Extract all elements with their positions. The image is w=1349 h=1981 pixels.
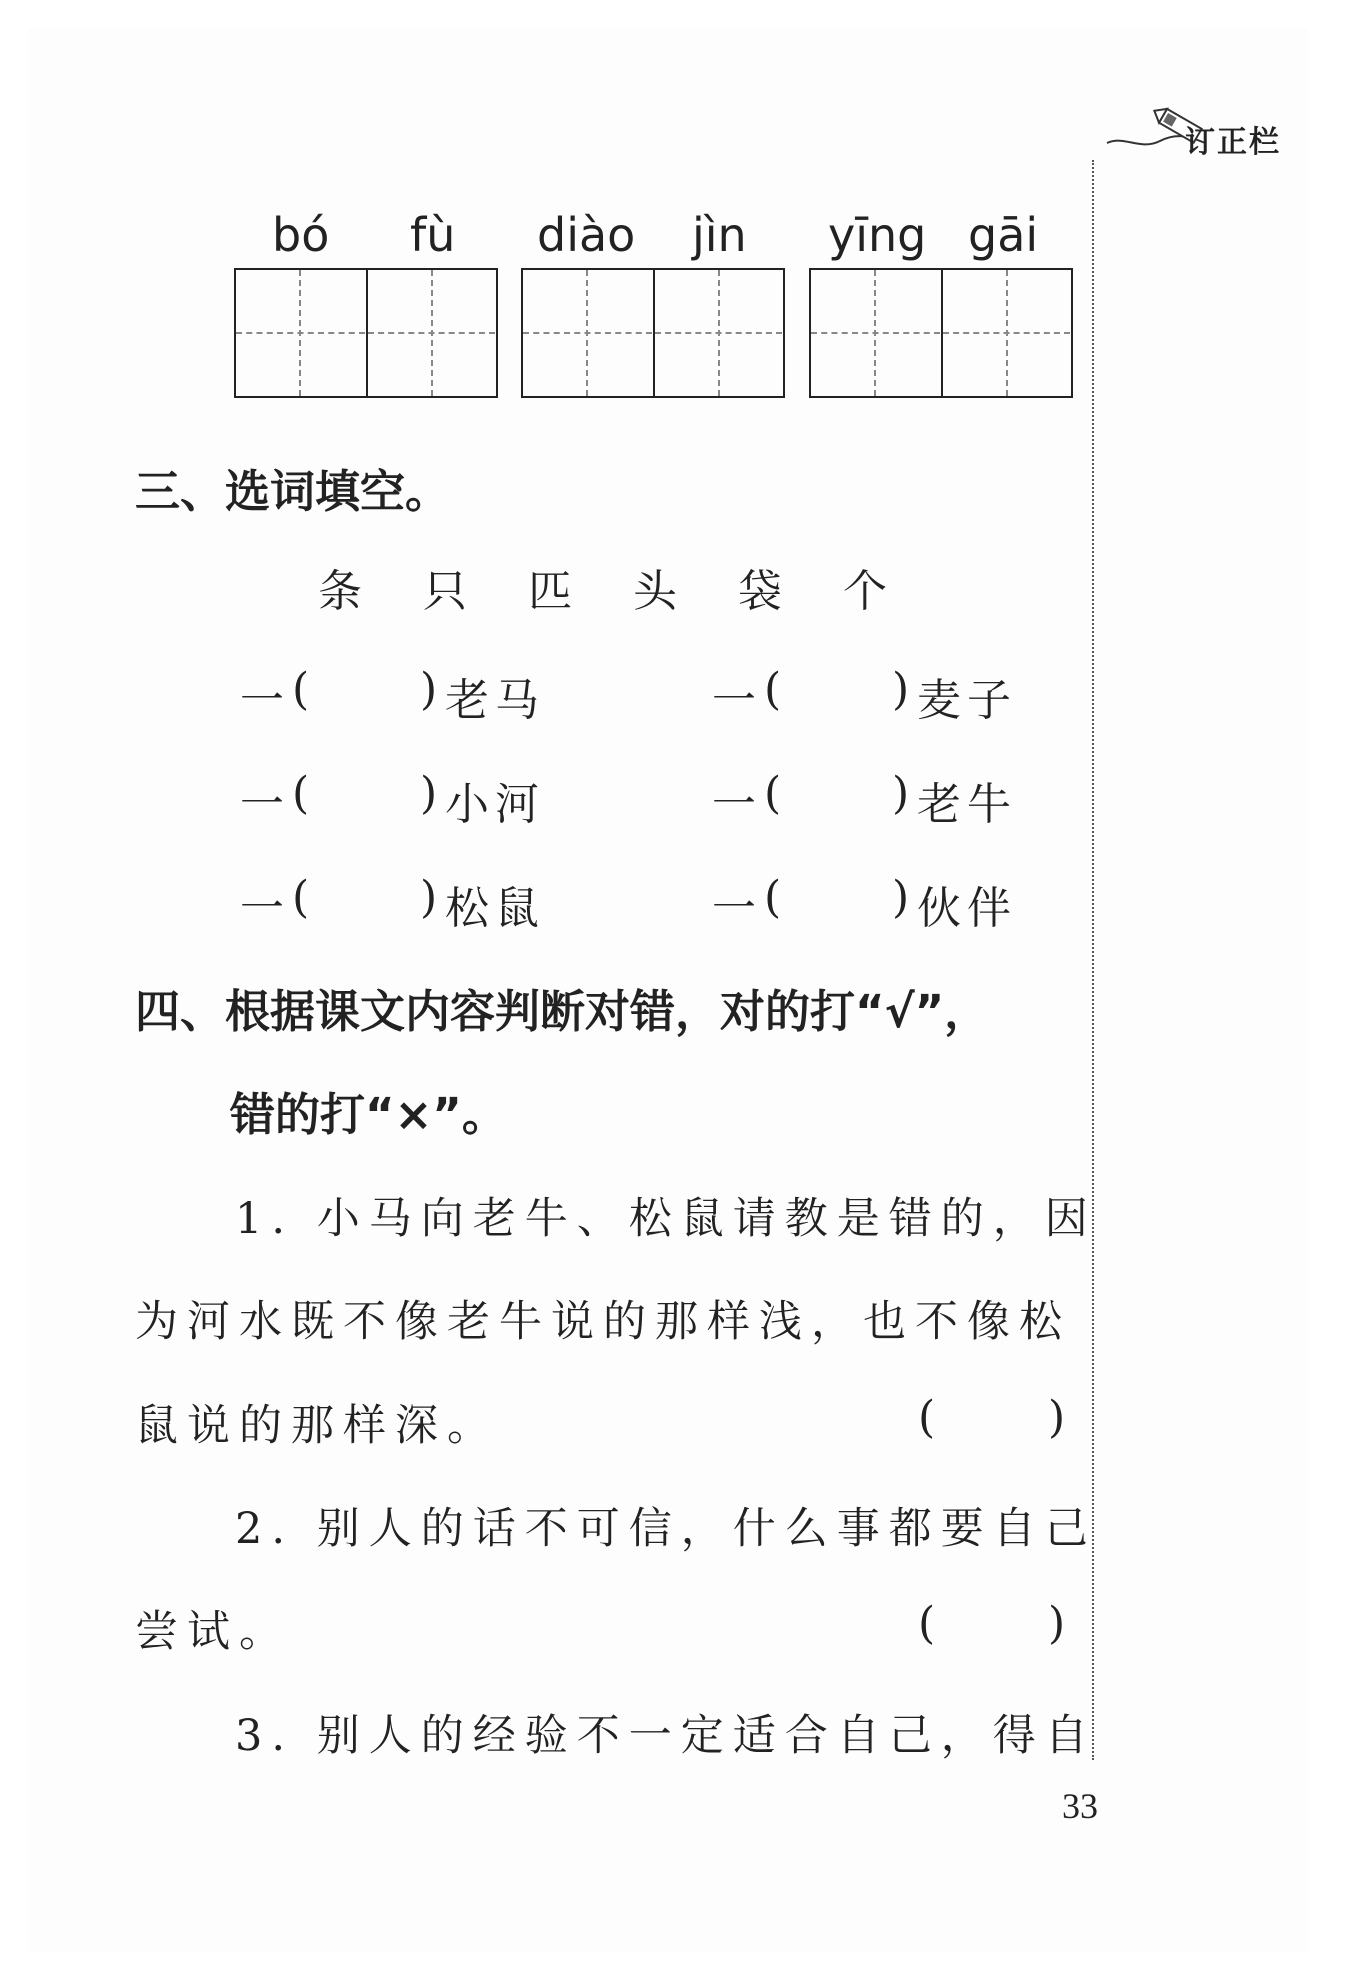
writing-grid[interactable] xyxy=(521,268,785,398)
statement-line: 1. 小马向老牛、松鼠请教是错的，因 xyxy=(235,1194,1097,1244)
writing-grid[interactable] xyxy=(809,268,1073,398)
pinyin-syllable: yīng xyxy=(828,208,927,262)
writing-grid[interactable] xyxy=(234,268,498,398)
section-4-title-cont: 错的打“×”。 xyxy=(230,1088,507,1141)
statement-line: 尝试。 xyxy=(135,1607,291,1657)
statement-line: 2. 别人的话不可信，什么事都要自己 xyxy=(235,1504,1097,1554)
word-bank-item: 头 xyxy=(633,566,677,617)
word-bank-item: 个 xyxy=(843,566,887,617)
page-number: 33 xyxy=(1062,1786,1098,1826)
pinyin-syllable: bó xyxy=(272,208,330,262)
pinyin-syllable: fù xyxy=(410,208,456,262)
statement-line: 为河水既不像老牛说的那样浅，也不像松 xyxy=(135,1297,1071,1347)
pinyin-syllable: gāi xyxy=(968,208,1039,262)
section-4-title: 四、根据课文内容判断对错，对的打“√”， xyxy=(135,985,990,1038)
word-bank-item: 条 xyxy=(318,566,362,617)
correction-column-label: 订正栏 xyxy=(1185,125,1281,160)
word-bank-item: 袋 xyxy=(738,566,782,617)
pinyin-syllable: diào xyxy=(537,208,636,262)
pinyin-syllable: jìn xyxy=(692,208,747,262)
word-bank-item: 匹 xyxy=(528,566,572,617)
section-3-title: 三、选词填空。 xyxy=(135,465,451,518)
statement-line: 3. 别人的经验不一定适合自己，得自 xyxy=(235,1711,1097,1761)
correction-column-header xyxy=(1105,95,1310,165)
word-bank-item: 只 xyxy=(423,566,467,617)
statement-line: 鼠说的那样深。 xyxy=(135,1401,499,1451)
